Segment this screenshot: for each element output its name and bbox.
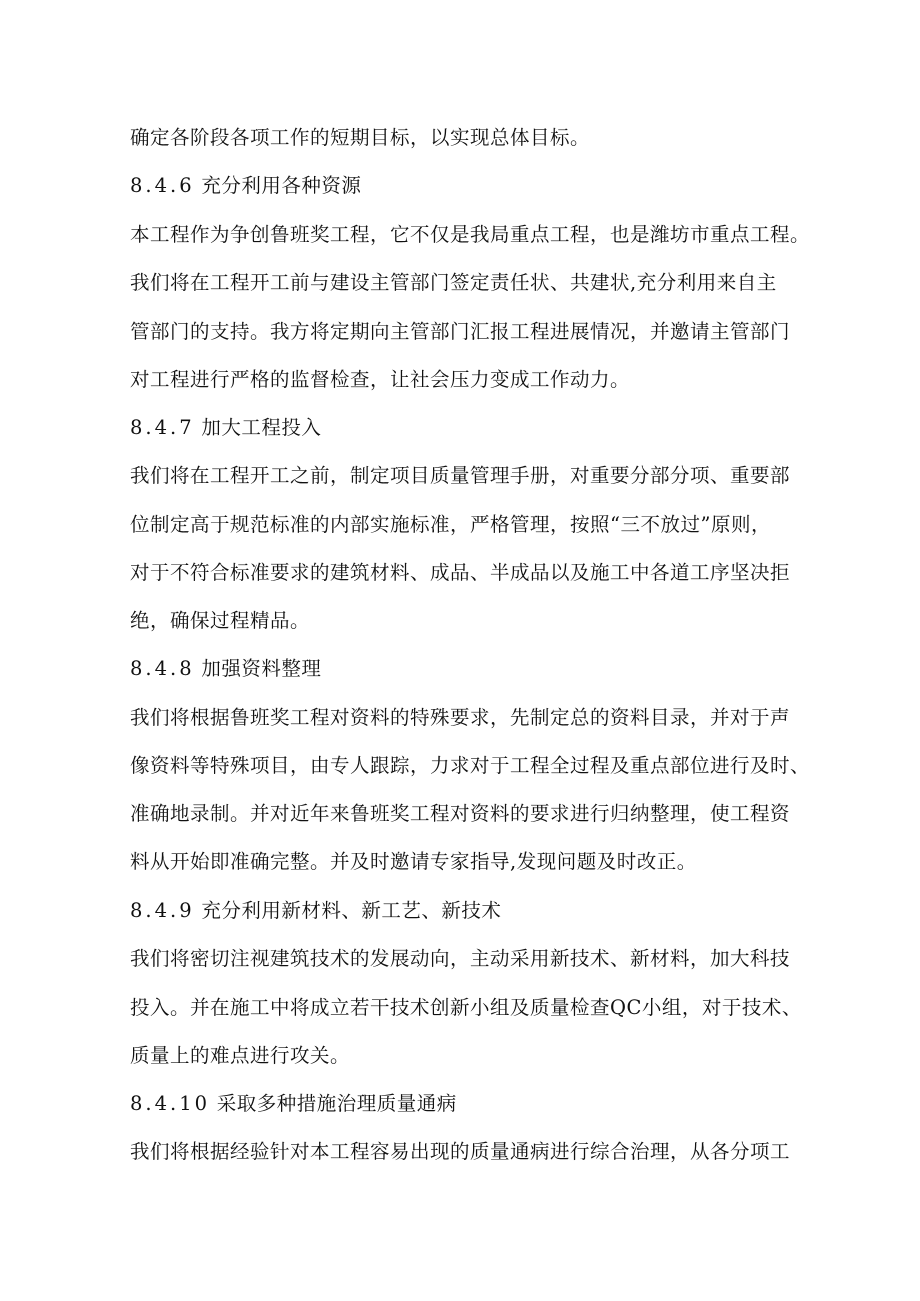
section-heading-8-4-6 (130, 174, 361, 198)
body-line: 我们将根据鲁班奖工程对资料的特殊要求，先制定总的资料目录，并对于声 (130, 706, 791, 729)
section-title: 加强资料整理 (201, 657, 322, 680)
section-title: 充分利用新材料、新工艺、新技术 (201, 899, 502, 922)
body-line: 料从开始即准确完整。并及时邀请专家指导,发现问题及时改正。 (130, 850, 697, 873)
section-title: 采取多种措施治理质量通病 (216, 1092, 457, 1115)
section-heading-8-4-8 (130, 657, 321, 681)
section-number: 8.4.10 (130, 1092, 211, 1115)
section-heading-8-4-7 (130, 416, 321, 440)
section-number: 8.4.7 (130, 416, 195, 439)
body-line: 我们将在工程开工前与建设主管部门签定责任状、共建状,充分利用来自主 (130, 271, 777, 294)
body-line: 质量上的难点进行攻关。 (130, 1044, 351, 1067)
section-heading-8-4-9 (130, 899, 501, 923)
section-number: 8.4.9 (130, 899, 195, 922)
body-line: 投入。并在施工中将成立若干技术创新小组及质量检查QC小组，对于技术、 (130, 996, 802, 1019)
body-line: 绝，确保过程精品。 (130, 609, 311, 632)
section-heading-8-4-10 (130, 1092, 457, 1116)
body-line: 对工程进行严格的监督检查，让社会压力变成工作动力。 (130, 368, 631, 391)
body-line: 我们将密切注视建筑技术的发展动向，主动采用新技术、新材料，加大科技 (130, 947, 791, 970)
body-line: 对于不符合标准要求的建筑材料、成品、半成品以及施工中各道工序坚决拒 (130, 561, 791, 584)
body-line: 管部门的支持。我方将定期向主管部门汇报工程进展情况，并邀请主管部门 (130, 320, 791, 343)
section-number: 8.4.8 (130, 657, 195, 680)
body-line: 本工程作为争创鲁班奖工程，它不仅是我局重点工程，也是潍坊市重点工程。 (130, 223, 811, 246)
body-line: 像资料等特殊项目，由专人跟踪，力求对于工程全过程及重点部位进行及时、 (130, 754, 811, 777)
section-title: 加大工程投入 (201, 416, 322, 439)
body-line: 我们将根据经验针对本工程容易出现的质量通病进行综合治理，从各分项工 (130, 1140, 791, 1163)
body-line: 位制定高于规范标准的内部实施标准，严格管理，按照“三不放过”原则， (130, 513, 771, 536)
body-line: 我们将在工程开工之前，制定项目质量管理手册，对重要分部分项、重要部 (130, 464, 791, 487)
body-line: 准确地录制。并对近年来鲁班奖工程对资料的要求进行归纳整理，使工程资 (130, 802, 791, 825)
section-title: 充分利用各种资源 (201, 174, 362, 197)
section-number: 8.4.6 (130, 174, 195, 197)
body-line: 确定各阶段各项工作的短期目标，以实现总体目标。 (130, 126, 591, 149)
